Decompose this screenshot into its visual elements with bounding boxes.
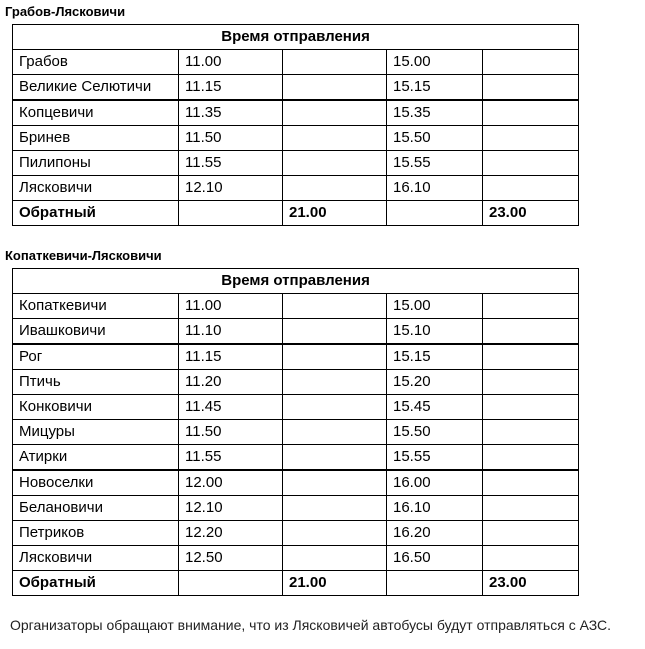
table-row	[13, 370, 579, 395]
empty-cell	[179, 201, 283, 226]
empty-cell	[387, 201, 483, 226]
departure-time: 15.35	[387, 100, 483, 126]
departure-time: 11.45	[179, 395, 283, 420]
stop-name: Бринев	[13, 126, 179, 151]
departure-time: 11.55	[179, 445, 283, 471]
empty-cell	[483, 126, 579, 151]
departure-time: 12.50	[179, 546, 283, 571]
empty-cell	[483, 100, 579, 126]
empty-cell	[283, 126, 387, 151]
table-row	[13, 496, 579, 521]
departure-time: 15.55	[387, 151, 483, 176]
empty-cell	[283, 100, 387, 126]
empty-cell	[283, 176, 387, 201]
empty-cell	[283, 370, 387, 395]
departure-time: 16.10	[387, 496, 483, 521]
table-row	[13, 445, 579, 471]
stop-name: Ивашковичи	[13, 319, 179, 345]
empty-cell	[483, 445, 579, 471]
empty-cell	[283, 496, 387, 521]
stop-name: Атирки	[13, 445, 179, 471]
departure-time: 11.00	[179, 50, 283, 75]
departure-time: 15.55	[387, 445, 483, 471]
empty-cell	[283, 50, 387, 75]
table-header-row	[13, 25, 579, 50]
empty-cell	[283, 470, 387, 496]
empty-cell	[483, 50, 579, 75]
stop-name: Новоселки	[13, 470, 179, 496]
return-time: 23.00	[483, 201, 579, 226]
table-row	[13, 546, 579, 571]
departure-time: 11.20	[179, 370, 283, 395]
empty-cell	[283, 75, 387, 101]
table-row	[13, 319, 579, 345]
stop-name: Великие Селютичи	[13, 75, 179, 101]
empty-cell	[483, 75, 579, 101]
empty-cell	[483, 546, 579, 571]
empty-cell	[283, 420, 387, 445]
empty-cell	[483, 294, 579, 319]
departure-time: 15.50	[387, 420, 483, 445]
empty-cell	[483, 521, 579, 546]
table-row	[13, 521, 579, 546]
table-row	[13, 176, 579, 201]
return-row	[13, 201, 579, 226]
departure-time: 15.00	[387, 294, 483, 319]
departure-time: 16.20	[387, 521, 483, 546]
return-row	[13, 571, 579, 596]
table-row	[13, 344, 579, 370]
departure-time: 12.10	[179, 496, 283, 521]
stop-name: Лясковичи	[13, 546, 179, 571]
table-header-row	[13, 269, 579, 294]
departure-time: 15.15	[387, 75, 483, 101]
table-row	[13, 470, 579, 496]
departure-time: 15.20	[387, 370, 483, 395]
departure-time: 15.00	[387, 50, 483, 75]
departure-time: 15.10	[387, 319, 483, 345]
return-label: Обратный	[13, 201, 179, 226]
departure-time: 11.15	[179, 75, 283, 101]
departure-time: 15.45	[387, 395, 483, 420]
empty-cell	[283, 521, 387, 546]
empty-cell	[179, 571, 283, 596]
route-title: Копаткевичи-Лясковичи	[5, 248, 162, 263]
organizers-note: Организаторы обращают внимание, что из Лясковичей автобусы будут отправляться с АЗС.	[10, 617, 612, 633]
departure-time: 12.10	[179, 176, 283, 201]
route-title: Грабов-Лясковичи	[5, 4, 126, 19]
departure-time-header: Время отправления	[13, 269, 579, 294]
empty-cell	[283, 151, 387, 176]
return-label: Обратный	[13, 571, 179, 596]
stop-name: Петриков	[13, 521, 179, 546]
empty-cell	[483, 344, 579, 370]
empty-cell	[483, 176, 579, 201]
departure-time: 11.10	[179, 319, 283, 345]
empty-cell	[483, 151, 579, 176]
departure-time: 11.55	[179, 151, 283, 176]
table-row	[13, 151, 579, 176]
stop-name: Грабов	[13, 50, 179, 75]
departure-time: 11.50	[179, 420, 283, 445]
departure-time: 11.35	[179, 100, 283, 126]
return-time: 21.00	[283, 201, 387, 226]
return-time: 21.00	[283, 571, 387, 596]
departure-time: 11.50	[179, 126, 283, 151]
empty-cell	[483, 496, 579, 521]
departure-time: 11.15	[179, 344, 283, 370]
table-row	[13, 420, 579, 445]
table-row	[13, 50, 579, 75]
empty-cell	[483, 470, 579, 496]
stop-name: Рог	[13, 344, 179, 370]
table-row	[13, 395, 579, 420]
departure-time-header: Время отправления	[13, 25, 579, 50]
empty-cell	[283, 395, 387, 420]
departure-time: 15.50	[387, 126, 483, 151]
stop-name: Лясковичи	[13, 176, 179, 201]
stop-name: Пилипоны	[13, 151, 179, 176]
stop-name: Конковичи	[13, 395, 179, 420]
departure-time: 16.50	[387, 546, 483, 571]
stop-name: Мицуры	[13, 420, 179, 445]
empty-cell	[483, 420, 579, 445]
table-row	[13, 75, 579, 101]
departure-time: 16.10	[387, 176, 483, 201]
departure-time: 12.00	[179, 470, 283, 496]
departure-time: 16.00	[387, 470, 483, 496]
empty-cell	[283, 546, 387, 571]
stop-name: Копаткевичи	[13, 294, 179, 319]
departure-time: 15.15	[387, 344, 483, 370]
empty-cell	[483, 395, 579, 420]
schedule-table	[12, 268, 579, 596]
empty-cell	[283, 294, 387, 319]
table-row	[13, 126, 579, 151]
departure-time: 12.20	[179, 521, 283, 546]
stop-name: Копцевичи	[13, 100, 179, 126]
empty-cell	[387, 571, 483, 596]
schedule-table	[12, 24, 579, 226]
table-row	[13, 100, 579, 126]
return-time: 23.00	[483, 571, 579, 596]
table-row	[13, 294, 579, 319]
empty-cell	[483, 370, 579, 395]
stop-name: Птичь	[13, 370, 179, 395]
stop-name: Белановичи	[13, 496, 179, 521]
departure-time: 11.00	[179, 294, 283, 319]
empty-cell	[483, 319, 579, 345]
empty-cell	[283, 344, 387, 370]
empty-cell	[283, 319, 387, 345]
empty-cell	[283, 445, 387, 471]
